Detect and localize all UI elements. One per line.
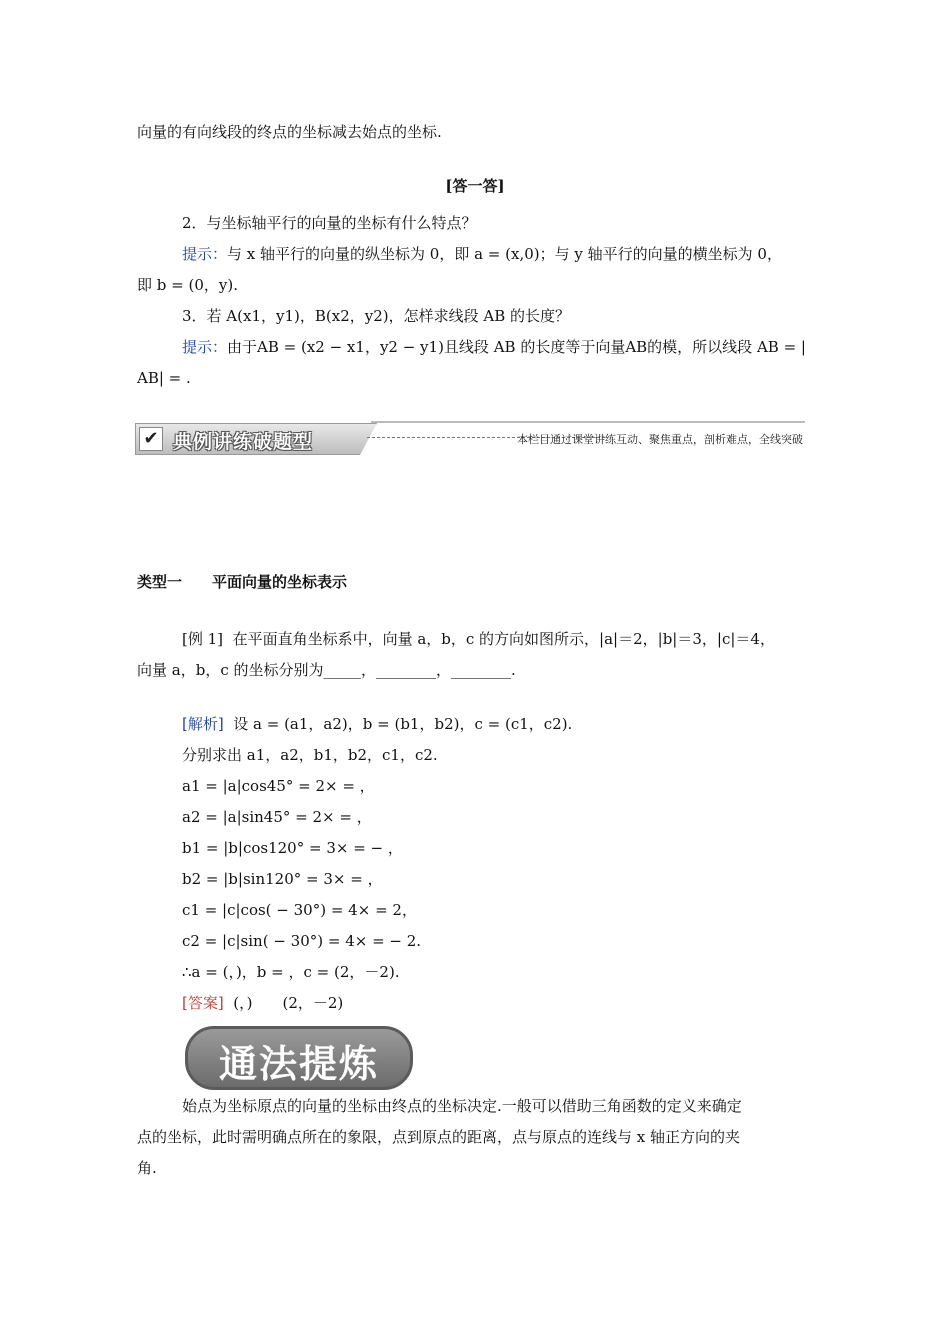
analysis-line-4: a2 = |a|sin45° = 2× = ， — [182, 808, 372, 826]
hint-label: 提示： — [182, 245, 228, 263]
answer-text: (，) (2，－2) — [233, 994, 344, 1012]
analysis-line-2: 分别求出 a1，a2，b1，b2，c1，c2. — [182, 746, 438, 764]
analysis-line-9: ∴a = (，)，b = ，c = (2，－2). — [182, 963, 400, 981]
analysis-line-1 — [182, 714, 572, 734]
analysis-line-7: c1 = |c|cos( − 30°) = 4× = 2， — [182, 901, 417, 919]
question-2: 2．与坐标轴平行的向量的坐标有什么特点？ — [182, 214, 477, 232]
summary-badge-text: 通法提炼 — [218, 1042, 379, 1086]
answer-label: [答案] — [182, 994, 224, 1012]
analysis-label: [解析] — [182, 715, 224, 733]
analysis-text-1: 设 a = (a1，a2)，b = (b1，b2)，c = (c1，c2). — [233, 715, 573, 733]
top-line: 向量的有向线段的终点的坐标减去始点的坐标. — [137, 123, 442, 141]
type-heading: 类型一 平面向量的坐标表示 — [137, 573, 348, 591]
analysis-line-8: c2 = |c|sin( − 30°) = 4× = − 2. — [182, 932, 422, 950]
banner-note: 本栏目通过课堂讲练互动、聚焦重点，剖析难点，全线突破 — [517, 433, 803, 446]
qa-heading: [答一答] — [445, 177, 505, 195]
example-line-2: 向量 a，b，c 的坐标分别为_____，________，________. — [137, 661, 516, 679]
summary-line-2: 点的坐标，此时需明确点所在的象限，点到原点的距离，点与原点的连线与 x 轴正方向的夹 — [137, 1128, 740, 1146]
example-label: [例 1] — [182, 630, 224, 648]
banner-title: 典例讲练破题型 — [173, 431, 314, 453]
analysis-line-5: b1 = |b|cos120° = 3× = − ， — [182, 839, 403, 857]
answer-line — [182, 993, 343, 1013]
section-banner — [135, 421, 805, 455]
example-line-1 — [182, 629, 775, 649]
hint-label: 提示： — [182, 338, 228, 356]
hint-3-text: 由于AB = (x2 − x1，y2 − y1)且线段 AB 的长度等于向量AB的模，所以线段 AB = | — [227, 338, 806, 356]
hint-3-continued: AB| = . — [137, 369, 191, 387]
question-3: 3．若 A(x1，y1)，B(x2，y2)，怎样求线段 AB 的长度？ — [182, 307, 571, 325]
banner-rule — [371, 421, 805, 423]
hint-2 — [182, 244, 782, 264]
summary-line-3: 角. — [137, 1159, 157, 1177]
analysis-line-6: b2 = |b|sin120° = 3× = ， — [182, 870, 383, 888]
check-icon: ✔ — [139, 427, 163, 451]
hint-2-continued: 即 b = (0，y). — [137, 276, 238, 294]
summary-line-1: 始点为坐标原点的向量的坐标由终点的坐标决定.一般可以借助三角函数的定义来确定 — [182, 1097, 742, 1115]
hint-3 — [182, 337, 806, 357]
hint-2-text: 与 x 轴平行的向量的纵坐标为 0，即 a = (x,0)；与 y 轴平行的向量的横坐标为 0， — [227, 245, 782, 263]
analysis-line-3: a1 = |a|cos45° = 2× = ， — [182, 777, 375, 795]
summary-badge — [185, 1026, 413, 1090]
example-text-1: 在平面直角坐标系中，向量 a，b，c 的方向如图所示，|a|＝2，|b|＝3，|c|＝4， — [232, 630, 775, 648]
